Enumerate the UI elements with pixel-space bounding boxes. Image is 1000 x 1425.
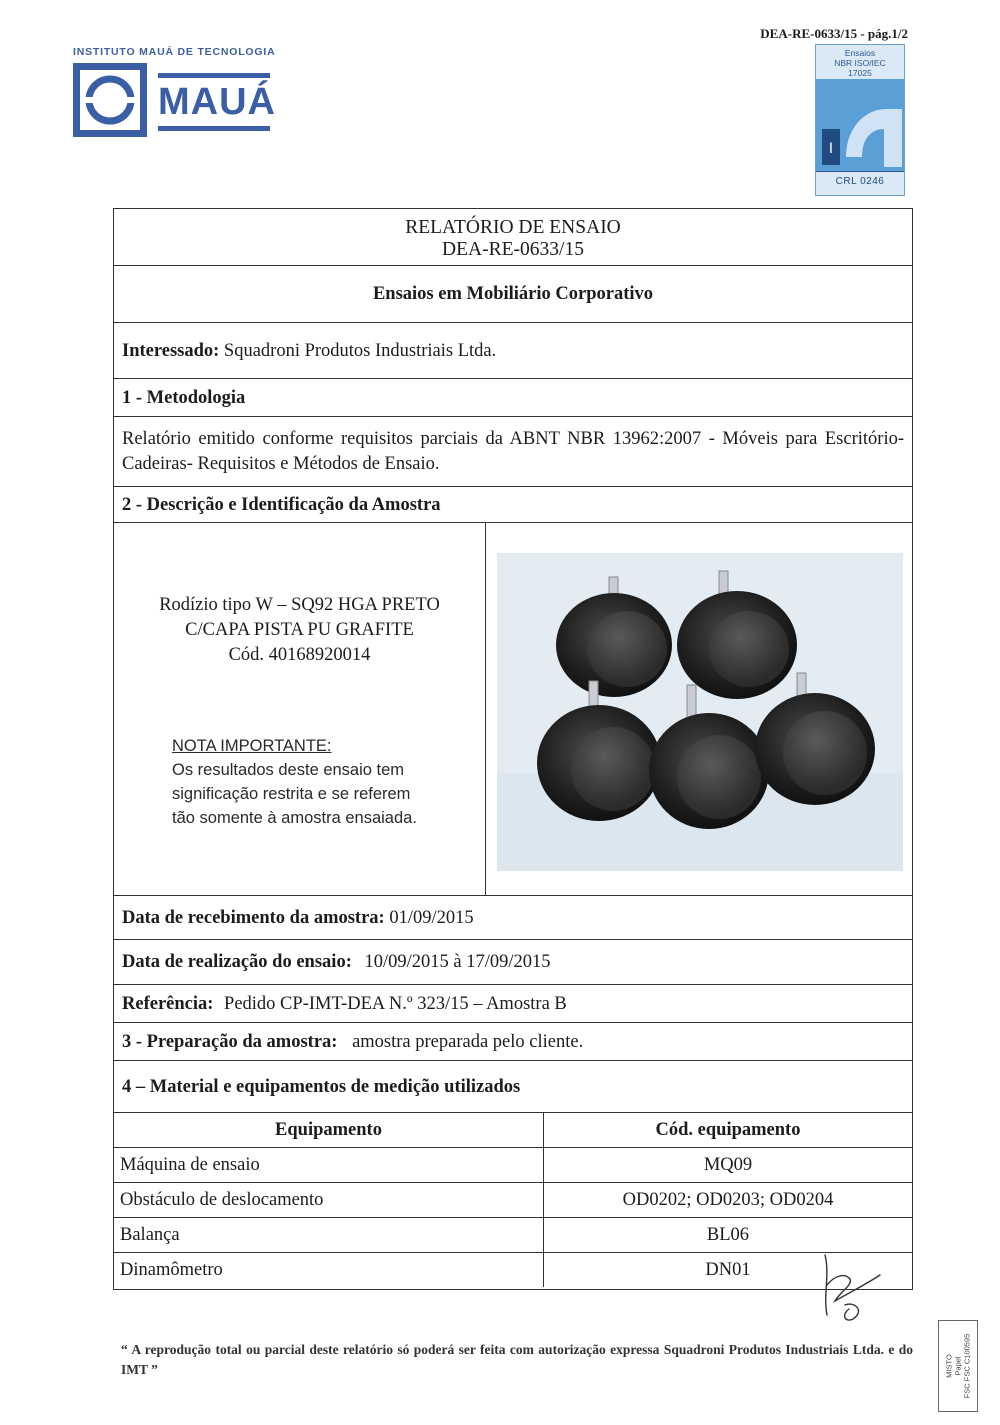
equipment-name: Máquina de ensaio [114, 1148, 544, 1183]
accreditation-seal [815, 44, 905, 196]
equipment-code: OD0202; OD0203; OD0204 [544, 1183, 913, 1218]
preparacao-label: 3 - Preparação da amostra: [122, 1032, 338, 1052]
recebimento-value: 01/09/2015 [389, 908, 474, 928]
realizacao-label: Data de realização do ensaio: [122, 952, 352, 972]
equipment-name: Balança [114, 1218, 544, 1253]
column-header-equipamento: Equipamento [114, 1113, 544, 1148]
handwritten-signature [805, 1245, 895, 1325]
descricao-heading: 2 - Descrição e Identificação da Amostra [114, 487, 912, 523]
recebimento-label: Data de recebimento da amostra: [122, 908, 385, 928]
fsc-text: MISTO Papel FSC FSC C100595 [944, 1333, 972, 1399]
fsc-label [938, 1320, 978, 1412]
sample-description-cell [114, 523, 486, 895]
important-note: NOTA IMPORTANTE: Os resultados deste ensaio tem significação restrita e se referem tão somente à amostra ensaiada. [172, 734, 417, 830]
table-row [114, 1148, 912, 1183]
svg-text:I: I [828, 141, 834, 157]
report-table [113, 208, 913, 1290]
referencia-label: Referência: [122, 994, 214, 1014]
metodologia-text: Relatório emitido conforme requisitos parciais da ABNT NBR 13962:2007 - Móveis para Escritório- Cadeiras- Requisitos e Métodos de Ensaio. [114, 417, 912, 487]
inmetro-a-icon [816, 79, 904, 171]
sample-name: Rodízio tipo W – SQ92 HGA PRETO C/CAPA PISTA PU GRAFITE Cód. 40168920014 [159, 595, 440, 665]
equipment-table [114, 1113, 912, 1287]
accreditation-code: CRL 0246 [816, 171, 904, 192]
logo-word: MAUÁ [158, 81, 276, 123]
sample-casters-photo [497, 553, 903, 871]
equipment-code: DN01 [544, 1253, 913, 1288]
reproduction-notice: “ A reprodução total ou parcial deste relatório só poderá ser feita com autorização expressa Squadroni Produtos Industriais Ltda. e do IMT ” [121, 1342, 913, 1377]
referencia-row [114, 985, 912, 1023]
sample-section [114, 523, 912, 896]
report-subtitle: Ensaios em Mobiliário Corporativo [114, 266, 912, 323]
maua-logo-icon [73, 63, 147, 137]
equipment-name: Dinamômetro [114, 1253, 544, 1288]
recebimento-row [114, 896, 912, 940]
equipment-code: BL06 [544, 1218, 913, 1253]
maua-logo-wordmark [158, 73, 276, 131]
interessado-value: Squadroni Produtos Industriais Ltda. [223, 341, 497, 361]
column-header-codigo: Cód. equipamento [544, 1113, 913, 1148]
preparacao-value: amostra preparada pelo cliente. [352, 1032, 584, 1052]
interessado-row [114, 323, 912, 379]
table-row [114, 1183, 912, 1218]
preparacao-row [114, 1023, 912, 1061]
table-row [114, 1253, 912, 1288]
referencia-value: Pedido CP-IMT-DEA N.º 323/15 – Amostra B [224, 994, 567, 1014]
metodologia-heading: 1 - Metodologia [114, 379, 912, 417]
report-title: RELATÓRIO DE ENSAIO DEA-RE-0633/15 [114, 209, 912, 266]
realizacao-row [114, 940, 912, 985]
note-title: NOTA IMPORTANTE: [172, 737, 332, 755]
table-row [114, 1218, 912, 1253]
institute-name: INSTITUTO MAUÁ DE TECNOLOGIA [73, 46, 276, 58]
realizacao-value: 10/09/2015 à 17/09/2015 [364, 952, 551, 972]
document-reference: DEA-RE-0633/15 - pág.1/2 [760, 26, 908, 41]
equipment-name: Obstáculo de deslocamento [114, 1183, 544, 1218]
accreditation-standard: Ensaios NBR ISO/IEC 17025 [834, 48, 886, 78]
interessado-label: Interessado: [122, 341, 220, 361]
table-header-row [114, 1113, 912, 1148]
material-heading: 4 – Material e equipamentos de medição utilizados [114, 1061, 912, 1113]
equipment-code: MQ09 [544, 1148, 913, 1183]
